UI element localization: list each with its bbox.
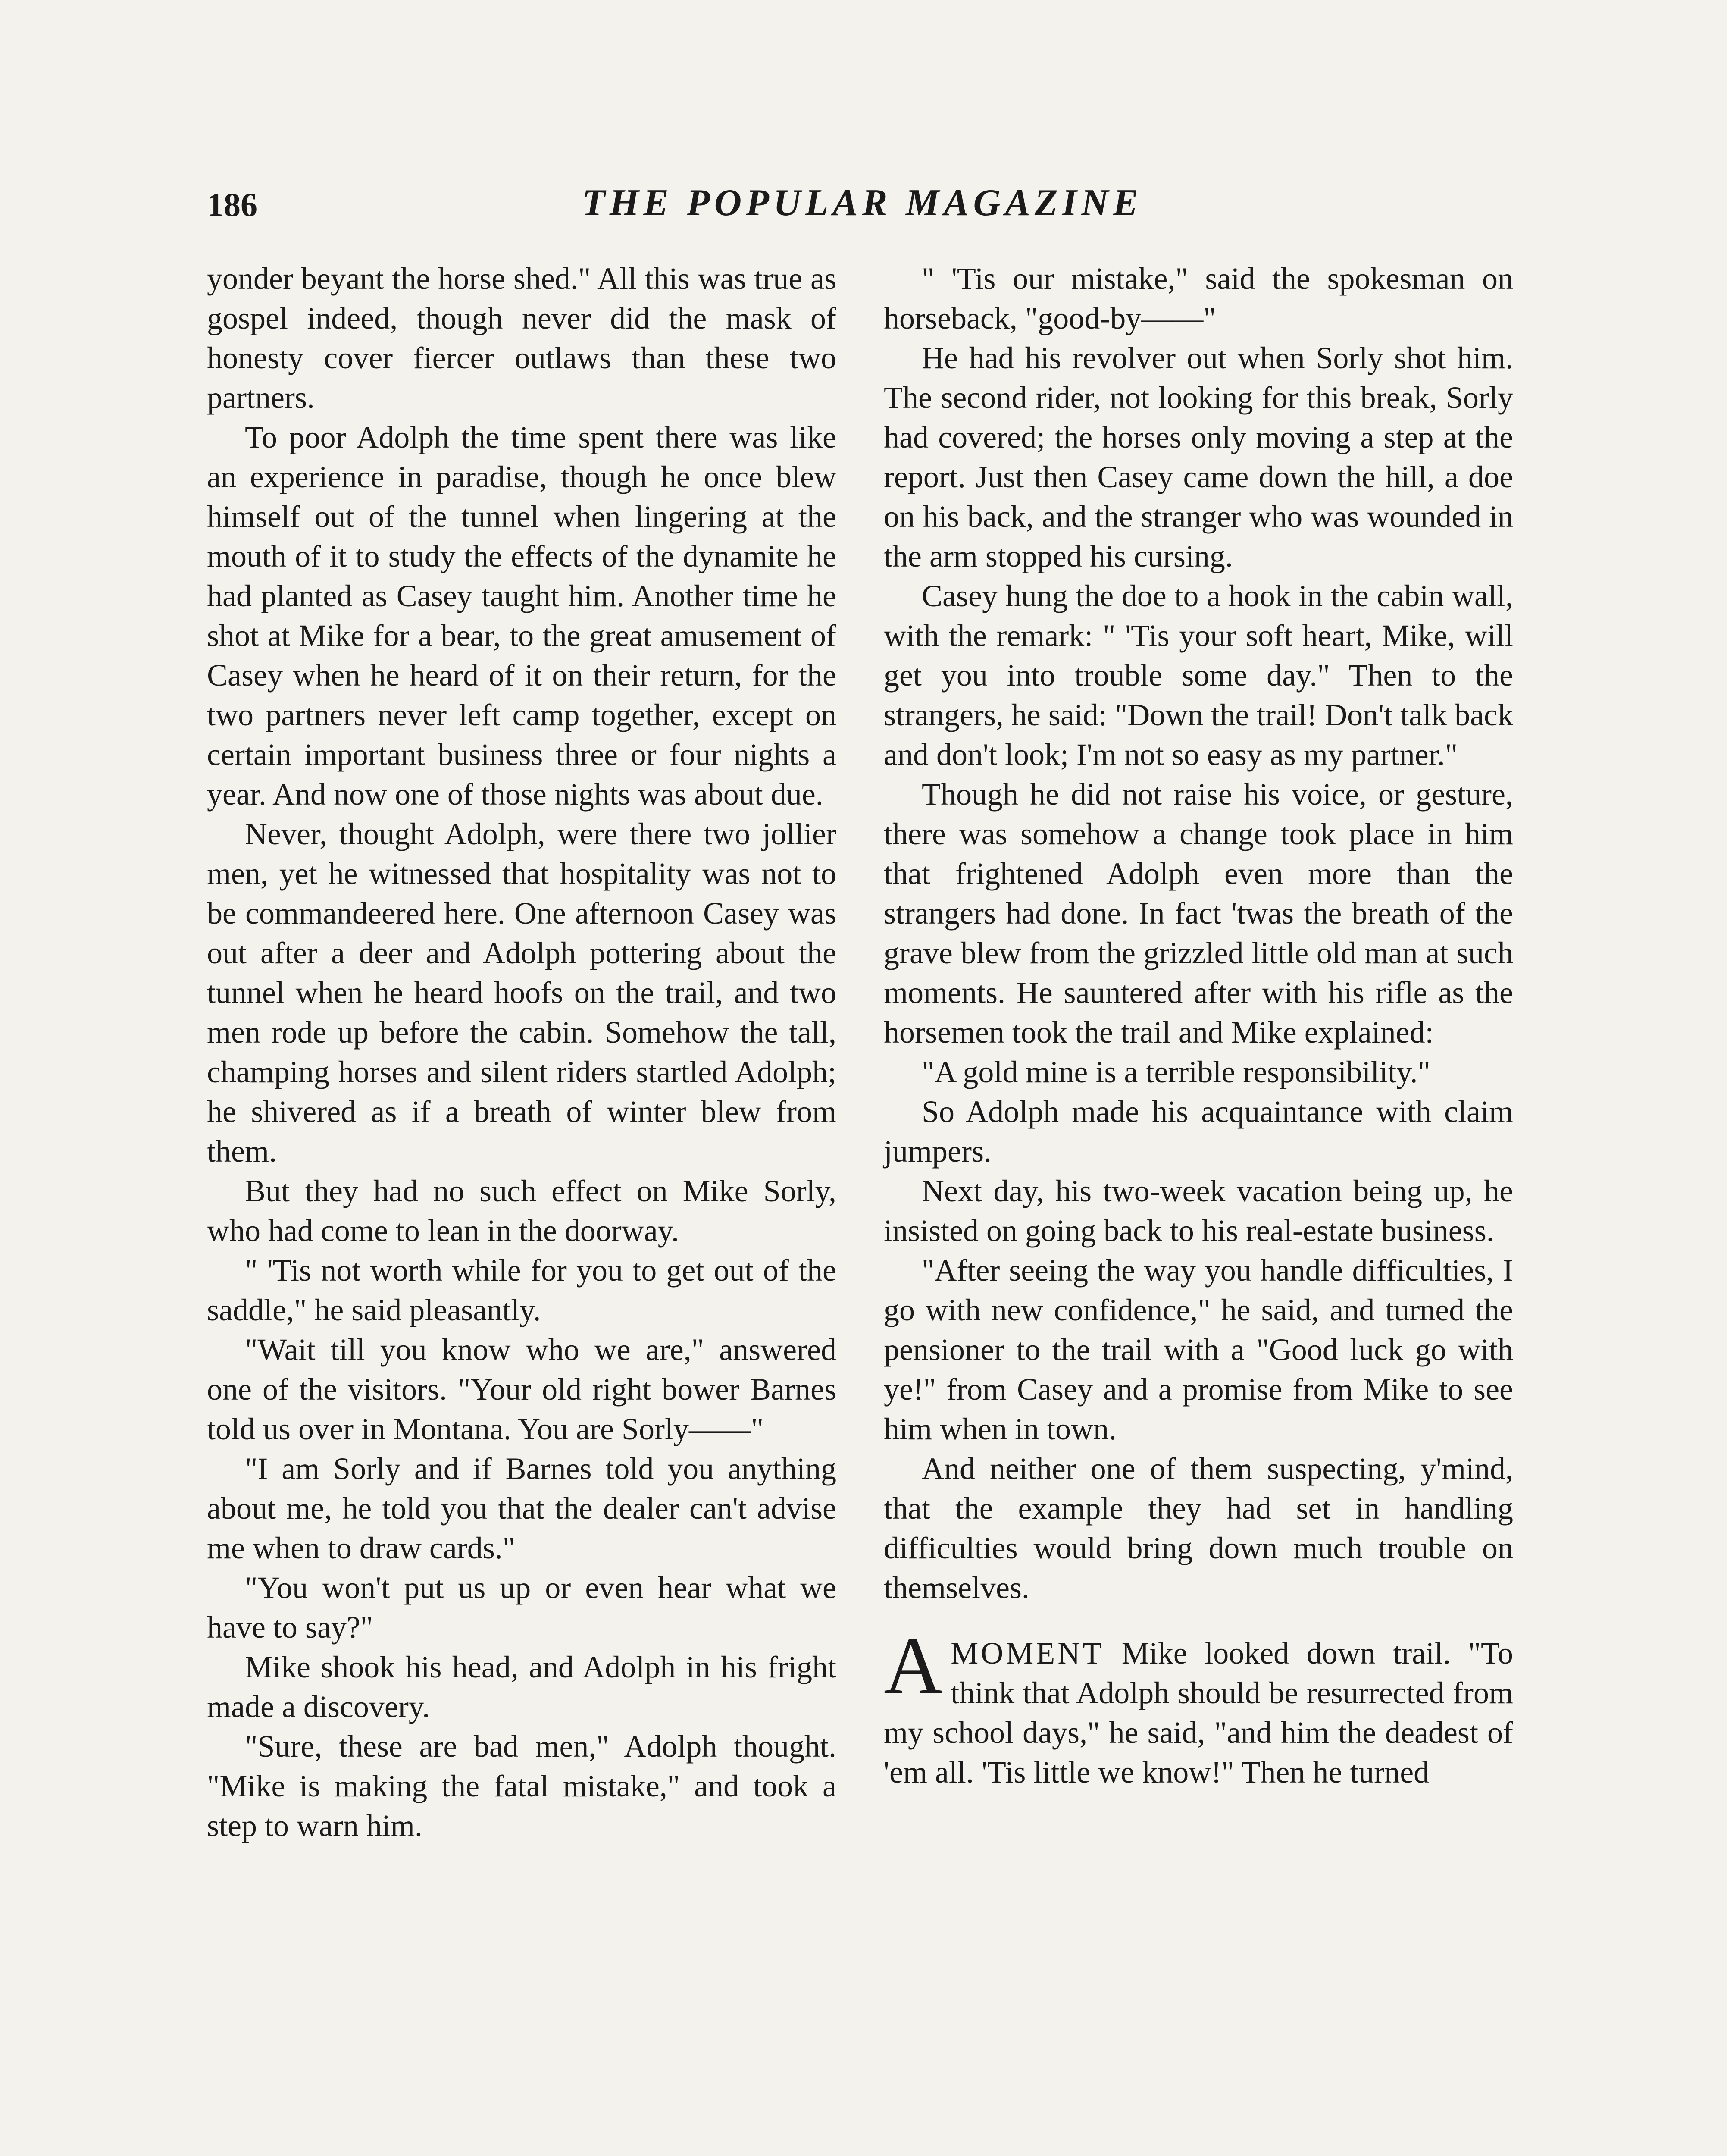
paragraph: "A gold mine is a terrible responsibility." [922,1055,1430,1089]
section-break [884,1608,1513,1633]
right-column [884,259,1513,1792]
paragraph: "You won't put us up or even hear what we have to say?" [207,1570,836,1645]
section-opening-paragraph [884,1620,1513,1792]
paragraph: " 'Tis our mistake," said the spokesman on horseback, "good-by——" [884,261,1513,335]
opening-text: Mike looked down trail. "To think that Adolph should be resurrected from my school days," he said, "and him the deadest of 'em all. 'Tis little we know!" Then he turned [884,1636,1513,1789]
paragraph: "After seeing the way you handle difficulties, I go with new confidence," he said, and turned the pensioner to the trail with a "Good luck go with ye!" from Casey and a promise from Mike to see him when in town. [884,1253,1513,1446]
paragraph: Mike shook his head, and Adolph in his fright made a discovery. [207,1650,836,1724]
left-column [207,259,836,1846]
paragraph: And neither one of them suspecting, y'mind, that the example they had set in handling difficulties would bring down much trouble on themselves. [884,1451,1513,1605]
paragraph: "I am Sorly and if Barnes told you anything about me, he told you that the dealer can't advise me when to draw cards." [207,1451,836,1565]
paragraph: Though he did not raise his voice, or gesture, there was somehow a change took place in him that frightened Adolph even more than the strangers had done. In fact 'twas the breath of the grave blew from the grizzled little old man at such moments. He sauntered after with his rifle as the horsemen took the trail and Mike explained: [884,777,1513,1050]
paragraph: "Wait till you know who we are," answered one of the visitors. "Your old right bower Barnes told us over in Montana. You are Sorly——" [207,1332,836,1446]
page-header [207,181,1517,241]
paragraph: "Sure, these are bad men," Adolph thought. "Mike is making the fatal mistake," and took a step to warn him. [207,1729,836,1843]
paragraph: Casey hung the doe to a hook in the cabin wall, with the remark: " 'Tis your soft heart, Mike, will get you into trouble some day." Then to the strangers, he said: "Down the trail! Don't talk back and don't look; I'm not so easy as my partner." [884,579,1513,772]
opening-small-caps: MOMENT [951,1636,1104,1670]
paragraph: To poor Adolph the time spent there was like an experience in paradise, though he once blew himself out of the tunnel when lingering at the mouth of it to study the effects of the dynamite he had planted as Casey taught him. Another time he shot at Mike for a bear, to the great amusement of Casey when he heard of it on their return, for the two partners never left camp together, except on certain important business three or four nights a year. And now one of those nights was about due. [207,420,836,812]
paragraph: Next day, his two-week vacation being up, he insisted on going back to his real-estate business. [884,1174,1513,1248]
paragraph: " 'Tis not worth while for you to get out of the saddle," he said pleasantly. [207,1253,836,1327]
paragraph: But they had no such effect on Mike Sorly, who had come to lean in the doorway. [207,1174,836,1248]
running-title: THE POPULAR MAGAZINE [582,182,1143,224]
paragraph: He had his revolver out when Sorly shot him. The second rider, not looking for this break, Sorly had covered; the horses only moving a step at the report. Just then Casey came down the hill, a doe on his back, and the stranger who was wounded in the arm stopped his cursing. [884,341,1513,573]
page-number: 186 [207,186,257,223]
paragraph: So Adolph made his acquaintance with claim jumpers. [884,1094,1513,1169]
drop-cap: A [884,1620,943,1711]
paragraph: yonder beyant the horse shed." All this was true as gospel indeed, though never did the mask of honesty cover fiercer outlaws than these two partners. [207,261,836,415]
paragraph: Never, thought Adolph, were there two jollier men, yet he witnessed that hospitality was not to be commandeered here. One afternoon Casey was out after a deer and Adolph pottering about the tunnel when he heard hoofs on the trail, and two men rode up before the cabin. Somehow the tall, champing horses and silent riders startled Adolph; he shivered as if a breath of winter blew from them. [207,817,836,1169]
